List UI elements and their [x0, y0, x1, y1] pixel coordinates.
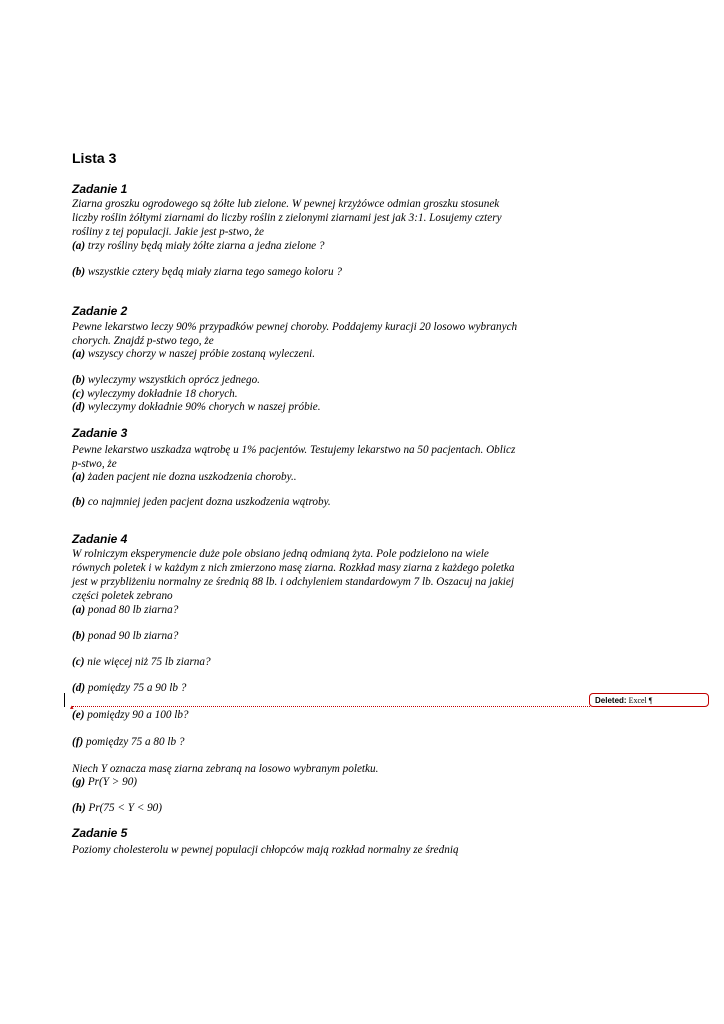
task-2-option-a	[72, 347, 315, 361]
task-4-line: W rolniczym eksperymencie duże pole obsiano jedną odmianą żyta. Pole podzielono na wiele	[72, 548, 489, 560]
option-marker: (b)	[72, 496, 86, 508]
task-4-niech: Niech Y oznacza masę ziarna zebraną na losowo wybranym poletku.	[72, 763, 379, 775]
task-5-heading: Zadanie 5	[72, 826, 128, 840]
option-text: ponad 80 lb ziarna?	[85, 604, 179, 616]
task-2-line: Pewne lekarstwo leczy 90% przypadków pewnej choroby. Poddajemy kuracji 20 losowo wybranych	[72, 321, 518, 333]
revision-balloon[interactable]	[589, 693, 709, 707]
option-marker: (b)	[72, 374, 86, 386]
task-5-body	[72, 843, 562, 857]
option-marker: (g)	[72, 776, 86, 788]
task-2-line: chorych. Znajdź p-stwo tego, że	[72, 335, 214, 347]
option-text: wyleczymy wszystkich oprócz jednego.	[85, 374, 260, 386]
option-text: żaden pacjent nie dozna uszkodzenia choroby..	[85, 471, 297, 483]
task-1-line: rośliny z tej populacji. Jakie jest p-stwo, że	[72, 226, 264, 238]
option-marker: (c)	[72, 656, 85, 668]
task-3-line: p-stwo, że	[72, 458, 117, 470]
task-1-line: liczby roślin żółtymi ziarnami do liczby roślin z zielonymi ziarnami jest jak 3:1. Losujemy cztery	[72, 212, 502, 224]
option-marker: (h)	[72, 802, 86, 814]
task-1-body	[72, 197, 562, 239]
revision-value: Excel ¶	[626, 696, 653, 705]
option-marker: (f)	[72, 736, 84, 748]
option-text: wszystkie cztery będą miały ziarna tego samego koloru ?	[85, 266, 343, 278]
task-3-heading: Zadanie 3	[72, 426, 128, 440]
task-4-option-h	[72, 801, 162, 815]
option-marker: (a)	[72, 240, 86, 252]
task-2-heading: Zadanie 2	[72, 304, 128, 318]
task-4-option-e	[72, 708, 189, 722]
option-text: Pr(75 < Y < 90)	[85, 802, 163, 814]
option-text: Pr(Y > 90)	[85, 776, 138, 788]
task-2-body	[72, 320, 562, 348]
task-5-line: Poziomy cholesterolu w pewnej populacji chłopców mają rozkład normalny ze średnią	[72, 844, 459, 856]
option-text: ponad 90 lb ziarna?	[85, 630, 179, 642]
task-4-body	[72, 547, 562, 603]
option-marker: (b)	[72, 630, 86, 642]
task-2-option-d	[72, 400, 321, 414]
text-cursor	[64, 693, 65, 707]
option-text: wszyscy chorzy w naszej próbie zostaną wyleczeni.	[85, 348, 315, 360]
page-title: Lista 3	[72, 150, 117, 166]
option-marker: (e)	[72, 709, 85, 721]
option-marker: (d)	[72, 682, 86, 694]
task-4-option-c	[72, 655, 211, 669]
task-3-option-a	[72, 470, 297, 484]
revision-label: Deleted:	[595, 696, 627, 705]
task-2-option-c	[72, 387, 238, 401]
task-4-option-g	[72, 775, 137, 789]
task-2-option-b	[72, 373, 260, 387]
revision-connector-line	[72, 706, 590, 707]
task-4-option-f	[72, 735, 185, 749]
task-3-body	[72, 443, 562, 471]
task-1-heading: Zadanie 1	[72, 182, 128, 196]
task-3-option-b	[72, 495, 331, 509]
option-marker: (c)	[72, 388, 85, 400]
task-1-line: Ziarna groszku ogrodowego są żółte lub zielone. W pewnej krzyżówce odmian groszku stosunek	[72, 198, 500, 210]
revision-anchor-icon: ▴	[70, 703, 74, 711]
option-marker: (a)	[72, 471, 86, 483]
task-4-heading: Zadanie 4	[72, 532, 128, 546]
option-text: trzy rośliny będą miały żółte ziarna a jedna zielone ?	[85, 240, 325, 252]
task-4-line: równych poletek i w każdym z nich zmierzono masę ziarna. Rozkład masy ziarna z każdego poletka	[72, 562, 515, 574]
option-marker: (a)	[72, 348, 86, 360]
option-text: wyleczymy dokładnie 18 chorych.	[84, 388, 238, 400]
option-marker: (d)	[72, 401, 86, 413]
task-4-line: części poletek zebrano	[72, 590, 173, 602]
option-text: nie więcej niż 75 lb ziarna?	[84, 656, 211, 668]
task-3-line: Pewne lekarstwo uszkadza wątrobę u 1% pacjentów. Testujemy lekarstwo na 50 pacjentach. Oblicz	[72, 444, 516, 456]
task-4-option-a	[72, 603, 178, 617]
option-text: pomiędzy 75 a 80 lb ?	[83, 736, 185, 748]
task-1-option-a	[72, 239, 325, 253]
option-text: pomiędzy 90 a 100 lb?	[84, 709, 189, 721]
task-4-option-b	[72, 629, 178, 643]
option-text: co najmniej jeden pacjent dozna uszkodzenia wątroby.	[85, 496, 331, 508]
option-marker: (a)	[72, 604, 86, 616]
option-marker: (b)	[72, 266, 86, 278]
task-4-line: jest w przybliżeniu normalny ze średnią 88 lb. i odchyleniem standardowym 7 lb. Oszacuj na jakiej	[72, 576, 514, 588]
task-1-option-b	[72, 265, 342, 279]
task-4-option-d	[72, 681, 186, 695]
option-text: wyleczymy dokładnie 90% chorych w naszej próbie.	[85, 401, 321, 413]
option-text: pomiędzy 75 a 90 lb ?	[85, 682, 187, 694]
